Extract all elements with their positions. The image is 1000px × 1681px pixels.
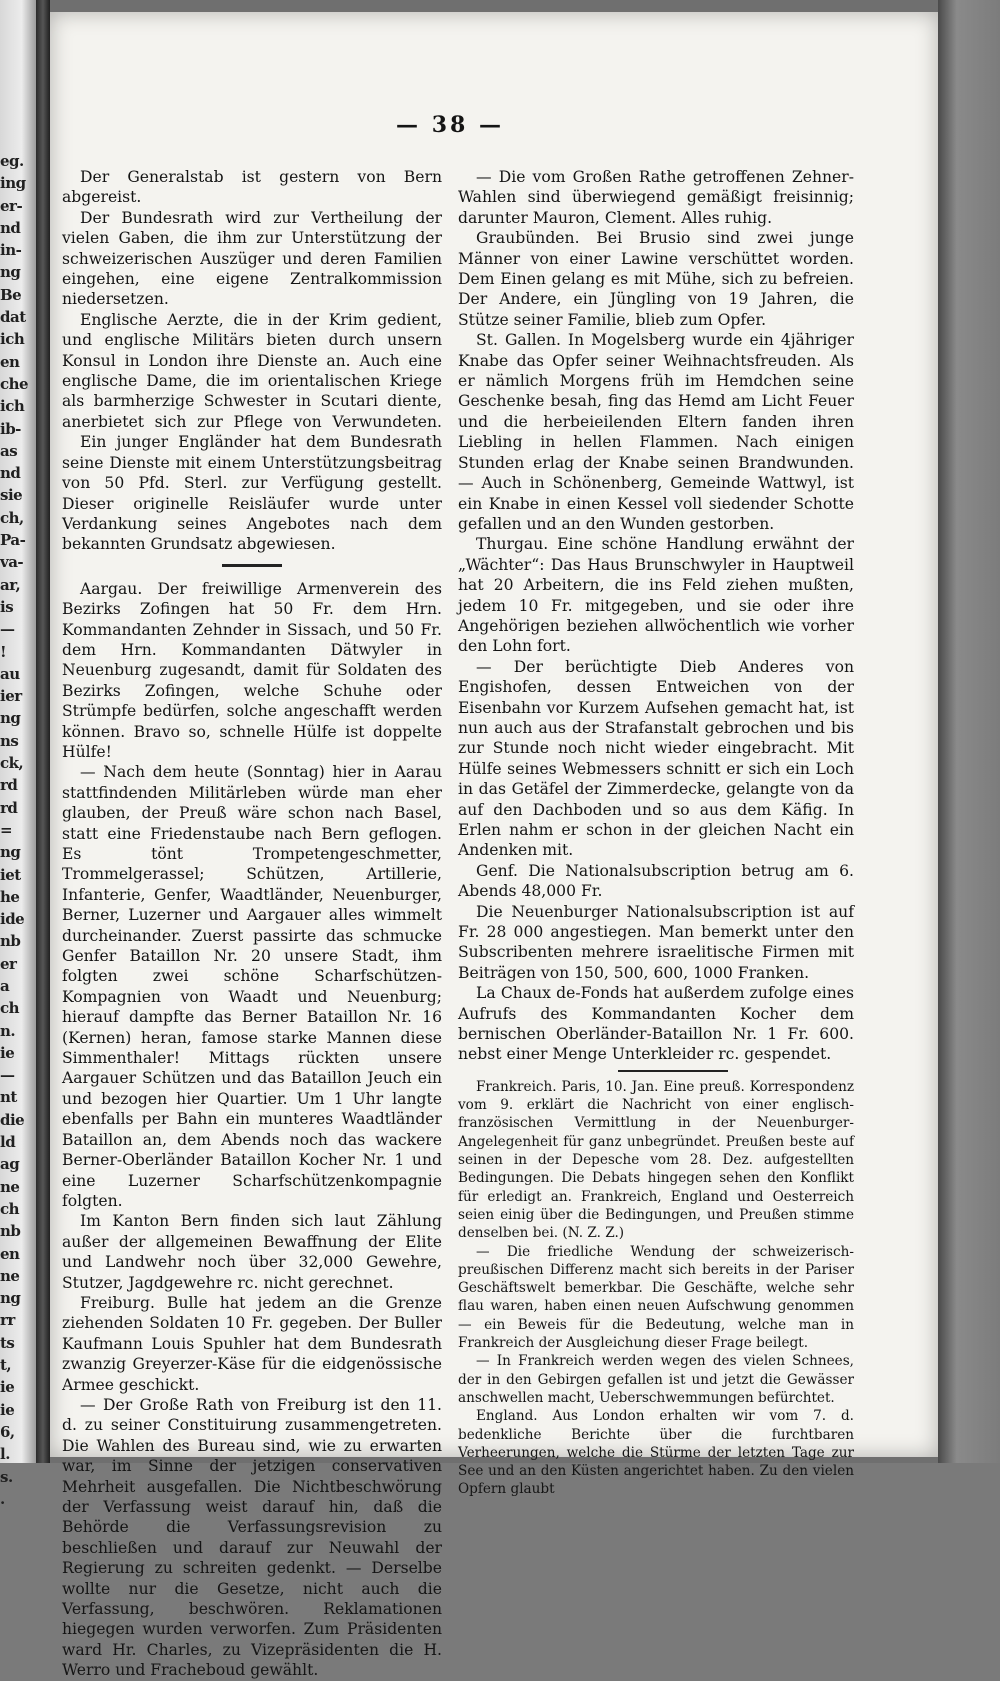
article-paragraph: Englische Aerzte, die in der Krim gedient, und englische Militärs bieten durch unsern Konsul in London ihre Dienste an. Auch eine englische Dame, die im orientalischen Kriege als barmherzige Schwester in Scutari diente, anerbietet sich zur Pflege von Verwundeten. xyxy=(62,310,442,431)
scan-right-margin xyxy=(938,0,1000,1463)
facing-page-edge xyxy=(0,0,36,1508)
section-divider xyxy=(222,564,282,567)
article-paragraph: — Der berüchtigte Dieb Anderes von Engishofen, dessen Entweichen von der Eisenbahn vor Kurzem Aufsehen gemacht hat, ist nun auch aus der Strafanstalt gebrochen und bis zur Stunde noch nicht wieder eingebracht. Mit Hülfe seines Webmessers schnitt er sich ein Loch in das Getäfel der Zimmerdecke, gelangte von da auf den Dachboden und so aus dem Käfig. In Erlen nahm er schon in der gleichen Nacht ein Andenken mit. xyxy=(458,657,854,860)
article-paragraph: — Der Große Rath von Freiburg ist den 11. d. zu seiner Constituirung zusammengetreten. Die Wahlen des Bureau sind, wie zu erwarten war, im Sinne der jetzigen conservativen Mehrheit ausgefallen. Die Nichtbeschwörung der Verfassung weist darauf hin, daß die Behörde die Verfassungsrevision zu beschließen und darauf zur Neuwahl der Regierung zu schreiten gedenkt. — Derselbe wollte nur die Gesetze, nicht auch die Verfassung, beschwören. Reklamationen hiegegen wurden verworfen. Zum Präsidenten ward Hr. Charles, zu Vizepräsidenten die H. Werro und Fracheboud gewählt. xyxy=(62,1395,442,1680)
newspaper-page xyxy=(50,12,938,1680)
article-paragraph: — Die vom Großen Rathe getroffenen Zehner-Wahlen sind überwiegend gemäßigt freisinnig; darunter Mauron, Clement. Alles ruhig. xyxy=(458,168,854,227)
article-paragraph: Aargau. Der freiwillige Armenverein des Bezirks Zofingen hat 50 Fr. dem Hrn. Kommandanten Zehnder in Sissach, und 50 Fr. dem Hrn. Kommandanten Dätwyler in Neuenburg zugesandt, damit für Soldaten des Bezirks Zofingen, welche Schuhe oder Strümpfe bedürfen, solche angeschafft werden können. Bravo so, schnelle Hülfe ist doppelte Hülfe! xyxy=(62,579,442,761)
article-paragraph: Der Generalstab ist gestern von Bern abgereist. xyxy=(62,168,442,207)
article-paragraph: La Chaux de-Fonds hat außerdem zufolge eines Aufrufs des Kommandanten Kocher dem bernischen Oberländer-Bataillon Nr. 1 Fr. 600. nebst einer Menge Unterkleider rc. gespendet. xyxy=(458,984,854,1064)
article-paragraph: St. Gallen. In Mogelsberg wurde ein 4jähriger Knabe das Opfer seiner Weihnachtsfreuden. Als er nämlich Morgens früh im Hemdchen seine Geschenke besah, fing das Hemd am Licht Feuer und die herbeieilenden Eltern fanden ihren Liebling in hellen Flammen. Nach einigen Stunden erlag der Knabe seinen Brandwunden. — Auch in Schönenberg, Gemeinde Wattwyl, ist ein Knabe in einen Kessel voll siedender Schotte gefallen und an den Wunden gestorben. xyxy=(458,331,854,533)
article-paragraph: Frankreich. Paris, 10. Jan. Eine preuß. Korrespondenz vom 9. erklärt die Nachricht von einer englisch-französischen Vermittlung in der Neuenburger-Angelegenheit für ganz unbegründet. Preußen beste auf seinen in der Depesche vom 28. Dez. aufgestellten Bedingungen. Die Debats hingegen sehen den Konflikt für erledigt an. Frankreich, England und Oesterreich seien einig über die Bedingungen, und Preußen stimme denselben bei. (N. Z. Z.) xyxy=(458,1078,854,1242)
article-paragraph: Die Neuenburger Nationalsubscription ist auf Fr. 28 000 angestiegen. Man bemerkt unter den Subscribenten mehrere israelitische Firmen mit Beiträgen von 150, 500, 600, 1000 Franken. xyxy=(458,902,854,982)
article-paragraph: Freiburg. Bulle hat jedem an die Grenze ziehenden Soldaten 10 Fr. gegeben. Der Buller Kaufmann Louis Spuhler hat dem Bundesrath zwanzig Greyerzer-Käse für die eidgenössische Armee geschickt. xyxy=(62,1293,442,1394)
facing-page-text-fragments: eg. ing er- nd in- ng Be dat ich en che ich ib- as nd sie ch, Pa- va- ar, is — ! au ier ng ns ck, rd rd = ng iet he ide nb er a ch n. ie — nt die ld ag ne ch nb en ne ng rr ts t, ie ie 6, l. s. . xyxy=(0,152,29,1508)
left-column xyxy=(62,167,442,1681)
article-paragraph: Der Bundesrath wird zur Vertheilung der vielen Gaben, die ihm zur Unterstützung der schweizerischen Auszüger und deren Familien eingehen, eine eigene Zentralkommission niedersetzen. xyxy=(62,208,442,309)
article-paragraph: England. Aus London erhalten wir vom 7. d. bedenkliche Berichte über die furchtbaren Verheerungen, welche die Stürme der letzten Tage zur See und an den Küsten angerichtet haben. Zu den vielen Opfern glaubt xyxy=(458,1408,854,1498)
article-paragraph: Thurgau. Eine schöne Handlung erwähnt der „Wächter“: Das Haus Brunschwyler in Hauptweil hat 20 Arbeitern, die ins Feld ziehen mußten, jedem 10 Fr. mitgegeben, und sie oder ihre Angehörigen beziehen allwöchentlich wie vorher den Lohn fort. xyxy=(458,535,854,656)
right-column xyxy=(458,167,854,1499)
book-gutter xyxy=(36,0,50,1463)
page-number: — 38 — xyxy=(396,112,504,138)
article-paragraph: Ein junger Engländer hat dem Bundesrath seine Dienste mit einem Unterstützungsbeitrag von 50 Pfd. Sterl. zur Verfügung gestellt. Dieser originelle Reisläufer wurde unter Verdankung seines Angebotes nach dem bekannten Grundsatz abgewiesen. xyxy=(62,433,442,554)
article-paragraph: — Die friedliche Wendung der schweizerisch-preußischen Differenz macht sich bereits in der Pariser Geschäftswelt bemerkbar. Die Geschäfte, welche sehr flau waren, haben einen neuen Aufschwung genommen — ein Beweis für die Bedeutung, welche man in Frankreich der Ausgleichung dieser Frage beilegt. xyxy=(458,1243,854,1352)
article-paragraph: Genf. Die Nationalsubscription betrug am 6. Abends 48,000 Fr. xyxy=(458,861,854,901)
article-paragraph: — Nach dem heute (Sonntag) hier in Aarau stattfindenden Militärleben würde man eher glauben, der Preuß wäre schon nach Basel, statt eine Friedenstaube nach Bern geflogen. Es tönt Trompetengeschmetter, Trommelgerassel; Schützen, Artillerie, Infanterie, Genfer, Waadtländer, Neuenburger, Berner, Luzerner und Aargauer alles wimmelt durcheinander. Zuerst passirte das schmucke Genfer Bataillon Nr. 20 unsere Stadt, ihm folgten zwei schöne Scharfschützen-Kompagnien von Waadt und Neuenburg; hierauf dampfte das Berner Bataillon Nr. 16 (Kernen) heran, famose starke Mannen diese Simmenthaler! Mittags rückten unsere Aargauer Schützen und das Bataillon Jeuch ein und bezogen hier Quartier. Um 1 Uhr langte ebenfalls per Bahn ein munteres Waadtländer Bataillon an, dem Abends noch das wackere Berner-Oberländer Bataillon Kocher Nr. 1 und eine Luzerner Scharfschützenkompagnie folgten. xyxy=(62,763,442,1210)
article-paragraph: Graubünden. Bei Brusio sind zwei junge Männer von einer Lawine verschüttet worden. Dem Einen gelang es mit Mühe, sich zu befreien. Der Andere, ein Jüngling von 19 Jahren, die Stütze seiner Familie, blieb zum Opfer. xyxy=(458,229,854,329)
article-paragraph: — In Frankreich werden wegen des vielen Schnees, der in den Gebirgen gefallen ist und jetzt die Gewässer anschwellen macht, Ueberschwemmungen befürchtet. xyxy=(458,1353,854,1406)
section-divider xyxy=(618,1070,728,1072)
article-paragraph: Im Kanton Bern finden sich laut Zählung außer der allgemeinen Bewaffnung der Elite und Landwehr noch über 32,000 Gewehre, Stutzer, Jagdgewehre rc. nicht gerechnet. xyxy=(62,1212,442,1292)
